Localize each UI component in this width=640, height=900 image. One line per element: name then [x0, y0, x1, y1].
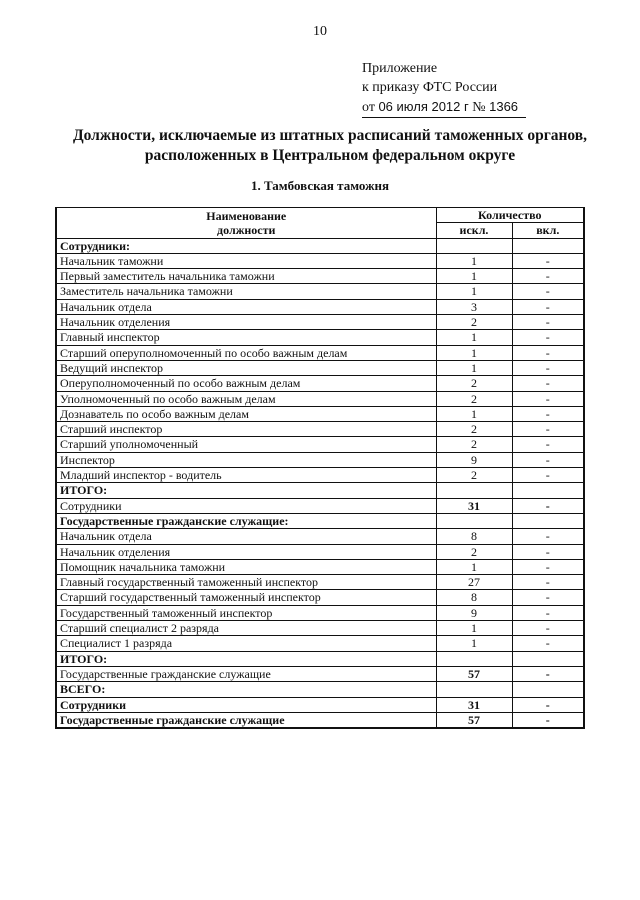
included-count-cell: -	[512, 437, 584, 452]
included-count-cell: -	[512, 253, 584, 268]
included-count-cell	[512, 513, 584, 528]
order-number-sign: №	[472, 100, 486, 115]
excluded-count-cell: 1	[436, 330, 512, 345]
position-name-cell: Помощник начальника таможни	[56, 559, 436, 574]
order-prefix: от	[362, 100, 375, 115]
included-count-cell: -	[512, 666, 584, 681]
position-name-cell: Младший инспектор - водитель	[56, 468, 436, 483]
position-name-cell: Ведущий инспектор	[56, 360, 436, 375]
excluded-count-cell: 1	[436, 345, 512, 360]
table-row	[56, 697, 584, 712]
appendix-block	[362, 59, 526, 118]
position-name-cell: Оперуполномоченный по особо важным делам	[56, 376, 436, 391]
position-name-cell: Уполномоченный по особо важным делам	[56, 391, 436, 406]
section-title: 1. Тамбовская таможня	[250, 178, 390, 193]
included-count-cell: -	[512, 422, 584, 437]
table-row	[56, 666, 584, 681]
table-row	[56, 605, 584, 620]
included-count-cell: -	[512, 452, 584, 467]
order-number: 1366	[489, 99, 519, 114]
table-row	[56, 452, 584, 467]
table-body	[56, 238, 584, 728]
appendix-line-2: к приказу ФТС России	[362, 80, 498, 95]
excluded-count-cell	[436, 513, 512, 528]
included-count-cell: -	[512, 575, 584, 590]
excluded-count-cell: 31	[436, 697, 512, 712]
excluded-count-cell: 1	[436, 621, 512, 636]
excluded-count-cell: 2	[436, 544, 512, 559]
position-name-cell: Сотрудники	[56, 697, 436, 712]
table-row	[56, 682, 584, 697]
document-title	[40, 126, 620, 166]
included-count-cell	[512, 238, 584, 253]
position-name-cell: Старший специалист 2 разряда	[56, 621, 436, 636]
table-row	[56, 330, 584, 345]
position-name-cell: Государственные гражданские служащие	[56, 666, 436, 681]
position-name-cell: Первый заместитель начальника таможни	[56, 269, 436, 284]
position-name-cell: Инспектор	[56, 452, 436, 467]
included-count-cell: -	[512, 590, 584, 605]
position-name-cell: Начальник таможни	[56, 253, 436, 268]
position-name-cell: Старший государственный таможенный инспектор	[56, 590, 436, 605]
included-count-cell: -	[512, 360, 584, 375]
position-name-cell: Заместитель начальника таможни	[56, 284, 436, 299]
header-quantity: Количество	[436, 208, 584, 223]
included-count-cell: -	[512, 468, 584, 483]
excluded-count-cell: 2	[436, 468, 512, 483]
excluded-count-cell: 8	[436, 590, 512, 605]
included-count-cell: -	[512, 406, 584, 421]
excluded-count-cell: 31	[436, 498, 512, 513]
order-date: 06 июля 2012 г	[378, 99, 469, 114]
header-included: вкл.	[512, 223, 584, 238]
excluded-count-cell: 2	[436, 437, 512, 452]
table-row	[56, 529, 584, 544]
position-name-cell: Главный инспектор	[56, 330, 436, 345]
position-name-cell: ИТОГО:	[56, 483, 436, 498]
position-name-cell: Сотрудники	[56, 498, 436, 513]
included-count-cell: -	[512, 712, 584, 728]
positions-table	[55, 207, 585, 729]
excluded-count-cell	[436, 238, 512, 253]
table-row	[56, 299, 584, 314]
order-date-line	[362, 97, 526, 118]
excluded-count-cell: 27	[436, 575, 512, 590]
included-count-cell: -	[512, 345, 584, 360]
excluded-count-cell	[436, 682, 512, 697]
included-count-cell: -	[512, 330, 584, 345]
included-count-cell: -	[512, 391, 584, 406]
position-name-cell: Начальник отделения	[56, 544, 436, 559]
table-row	[56, 544, 584, 559]
position-name-cell: ИТОГО:	[56, 651, 436, 666]
included-count-cell: -	[512, 284, 584, 299]
excluded-count-cell: 1	[436, 269, 512, 284]
table-row	[56, 468, 584, 483]
excluded-count-cell: 1	[436, 284, 512, 299]
position-name-cell: Начальник отдела	[56, 529, 436, 544]
table-row	[56, 345, 584, 360]
position-name-cell: Начальник отдела	[56, 299, 436, 314]
table-row	[56, 422, 584, 437]
position-name-cell: Государственные гражданские служащие:	[56, 513, 436, 528]
included-count-cell: -	[512, 697, 584, 712]
excluded-count-cell: 2	[436, 315, 512, 330]
excluded-count-cell: 8	[436, 529, 512, 544]
header-name-line-1: Наименование	[206, 208, 287, 223]
header-excluded: искл.	[436, 223, 512, 238]
excluded-count-cell: 2	[436, 422, 512, 437]
header-name	[56, 208, 436, 239]
excluded-count-cell: 9	[436, 605, 512, 620]
table-row	[56, 315, 584, 330]
table-row	[56, 590, 584, 605]
included-count-cell: -	[512, 529, 584, 544]
page-number: 10	[313, 24, 327, 39]
included-count-cell: -	[512, 376, 584, 391]
table-row	[56, 621, 584, 636]
table-row	[56, 712, 584, 728]
table-row	[56, 284, 584, 299]
table-row	[56, 253, 584, 268]
position-name-cell: Начальник отделения	[56, 315, 436, 330]
table-row	[56, 360, 584, 375]
excluded-count-cell	[436, 651, 512, 666]
included-count-cell	[512, 483, 584, 498]
table-row	[56, 636, 584, 651]
position-name-cell: Старший оперуполномоченный по особо важным делам	[56, 345, 436, 360]
position-name-cell: Специалист 1 разряда	[56, 636, 436, 651]
excluded-count-cell: 57	[436, 712, 512, 728]
table-row	[56, 391, 584, 406]
appendix-line-1: Приложение	[362, 61, 438, 76]
excluded-count-cell: 1	[436, 636, 512, 651]
position-name-cell: Сотрудники:	[56, 238, 436, 253]
excluded-count-cell: 1	[436, 253, 512, 268]
table-row	[56, 437, 584, 452]
excluded-count-cell: 57	[436, 666, 512, 681]
table-row	[56, 376, 584, 391]
excluded-count-cell: 1	[436, 559, 512, 574]
included-count-cell: -	[512, 621, 584, 636]
table-row	[56, 406, 584, 421]
excluded-count-cell: 2	[436, 376, 512, 391]
included-count-cell: -	[512, 559, 584, 574]
table-row	[56, 498, 584, 513]
excluded-count-cell: 9	[436, 452, 512, 467]
included-count-cell: -	[512, 269, 584, 284]
table-row	[56, 513, 584, 528]
excluded-count-cell: 3	[436, 299, 512, 314]
table-row	[56, 575, 584, 590]
included-count-cell: -	[512, 498, 584, 513]
excluded-count-cell: 1	[436, 406, 512, 421]
table-row	[56, 651, 584, 666]
excluded-count-cell: 1	[436, 360, 512, 375]
included-count-cell: -	[512, 636, 584, 651]
position-name-cell: Дознаватель по особо важным делам	[56, 406, 436, 421]
position-name-cell: ВСЕГО:	[56, 682, 436, 697]
table-row	[56, 238, 584, 253]
position-name-cell: Старший уполномоченный	[56, 437, 436, 452]
title-line-1: Должности, исключаемые из штатных расписаний таможенных органов,	[72, 127, 588, 144]
table-row	[56, 559, 584, 574]
included-count-cell: -	[512, 544, 584, 559]
position-name-cell: Главный государственный таможенный инспектор	[56, 575, 436, 590]
included-count-cell	[512, 651, 584, 666]
table-row	[56, 269, 584, 284]
included-count-cell	[512, 682, 584, 697]
position-name-cell: Государственные гражданские служащие	[56, 712, 436, 728]
header-name-line-2: должности	[217, 222, 276, 237]
table-row	[56, 483, 584, 498]
included-count-cell: -	[512, 299, 584, 314]
excluded-count-cell: 2	[436, 391, 512, 406]
included-count-cell: -	[512, 315, 584, 330]
position-name-cell: Государственный таможенный инспектор	[56, 605, 436, 620]
position-name-cell: Старший инспектор	[56, 422, 436, 437]
included-count-cell: -	[512, 605, 584, 620]
excluded-count-cell	[436, 483, 512, 498]
title-line-2: расположенных в Центральном федеральном округе	[144, 147, 516, 164]
